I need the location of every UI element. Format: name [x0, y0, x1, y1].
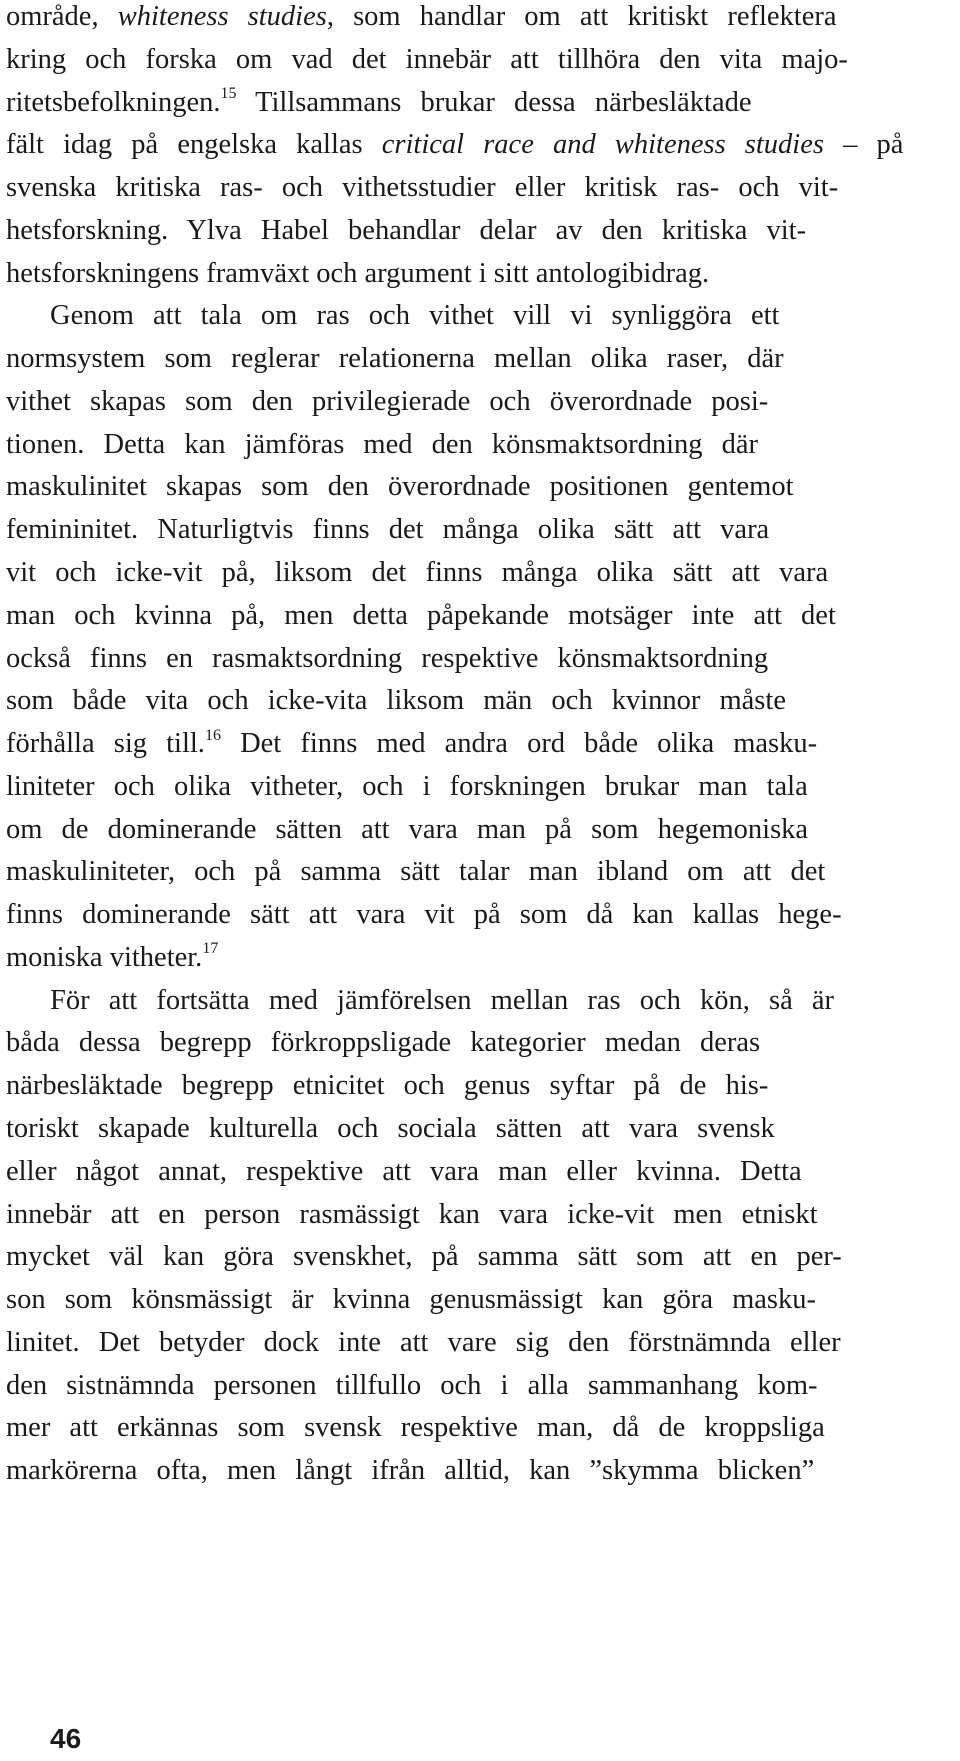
- line-text: moniska vitheter.: [6, 941, 203, 973]
- text-line: [6, 1115, 775, 1144]
- line-text: den sistnämnda personen tillfullo och i alla sammanhang kom-: [6, 1369, 818, 1401]
- text-line: [6, 1414, 825, 1443]
- text-line: [6, 3, 837, 32]
- text-line: [6, 43, 848, 75]
- line-text: fält idag på engelska kallas: [6, 129, 382, 161]
- line-text: finns dominerande sätt att vara vit på som då kan kallas hege-: [6, 899, 842, 931]
- line-text-continued: , som handlar om att kritiskt reflektera: [326, 1, 837, 32]
- text-line: [6, 559, 828, 588]
- text-line: [6, 1198, 818, 1230]
- line-text: kring och forska om vad det innebär att tillhöra den vita majo-: [6, 43, 848, 75]
- line-text: mycket väl kan göra svenskhet, på samma sätt som att en per-: [6, 1241, 842, 1273]
- text-line: [6, 1029, 760, 1058]
- text-line: [6, 473, 794, 502]
- text-line: [6, 1326, 841, 1358]
- line-text: svenska kritiska ras- och vithetsstudier eller kritisk ras- och vit-: [6, 172, 839, 204]
- line-text: femininitet. Naturligtvis finns det många olika sätt att vara: [6, 514, 770, 546]
- text-line: [6, 214, 807, 246]
- line-italic-text: critical race and whiteness studies: [381, 129, 824, 161]
- text-line: [6, 85, 752, 118]
- line-text: liniteter och olika vitheter, och i forskningen brukar man tala: [6, 770, 808, 802]
- text-line: [6, 428, 758, 460]
- line-text: Genom att tala om ras och vithet vill vi synliggöra ett: [50, 300, 780, 332]
- line-text-continued: – på: [823, 129, 904, 161]
- line-text: hetsforskningens framväxt och argument i sitt antologibidrag.: [6, 257, 710, 289]
- text-line: [6, 642, 769, 674]
- text-line: [6, 174, 838, 203]
- line-text: som både vita och icke-vita liksom män och kvinnor måste: [6, 685, 786, 717]
- line-text: område,: [6, 1, 118, 32]
- text-line: [50, 984, 834, 1016]
- text-line: [6, 257, 710, 289]
- line-text-continued: Det finns med andra ord både olika masku-: [220, 728, 818, 760]
- text-line: [6, 858, 825, 887]
- text-line: [6, 726, 818, 760]
- text-line: [6, 1243, 842, 1272]
- line-text: närbesläktade begrepp etnicitet och genus syftar på de his-: [6, 1070, 769, 1102]
- line-text: maskuliniteter, och på samma sätt talar man ibland om att det: [6, 856, 826, 888]
- text-line: [6, 1457, 814, 1486]
- footnote-ref: 16: [204, 726, 221, 744]
- text-line: [6, 770, 808, 802]
- line-text: innebär att en person rasmässigt kan vara icke-vit men etniskt: [6, 1198, 818, 1230]
- line-text: toriskt skapade kulturella och sociala sätten att vara svensk: [6, 1113, 775, 1145]
- text-line: [6, 131, 903, 160]
- line-text: tionen. Detta kan jämföras med den könsmaktsordning där: [6, 428, 758, 460]
- text-line: [6, 599, 836, 631]
- line-text: båda dessa begrepp förkroppsligade kategorier medan deras: [6, 1027, 761, 1059]
- line-text: man och kvinna på, men detta påpekande motsäger inte att det: [6, 599, 836, 631]
- line-text: också finns en rasmaktsordning respektive könsmaktsordning: [6, 642, 769, 674]
- line-text: hetsforskning. Ylva Habel behandlar delar av den kritiska vit-: [6, 214, 807, 246]
- line-text: eller något annat, respektive att vara man eller kvinna. Detta: [6, 1155, 802, 1187]
- line-text: normsystem som reglerar relationerna mellan olika raser, där: [6, 343, 784, 375]
- text-line: [6, 1072, 768, 1101]
- line-text: För att fortsätta med jämförelsen mellan ras och kön, så är: [50, 984, 834, 1016]
- text-line: [6, 345, 784, 374]
- line-text-continued: Tillsammans brukar dessa närbesläktade: [236, 86, 752, 118]
- text-line: [6, 1286, 816, 1315]
- text-line: [50, 302, 779, 331]
- line-text: mer att erkännas som svensk respektive man, då de kroppsliga: [6, 1412, 825, 1444]
- line-text: markörerna ofta, men långt ifrån alltid, kan ”skymma blicken”: [6, 1455, 815, 1487]
- text-line: [6, 901, 842, 930]
- text-line: [6, 516, 769, 545]
- line-text: son som könsmässigt är kvinna genusmässigt kan göra masku-: [6, 1284, 817, 1316]
- line-text: vithet skapas som den privilegierade och överordnade posi-: [6, 385, 769, 417]
- footnote-ref: 15: [220, 85, 237, 103]
- text-line: [6, 1155, 802, 1187]
- footnote-ref: 17: [202, 940, 219, 958]
- text-line: [6, 813, 809, 845]
- text-line: [6, 940, 219, 973]
- line-text: vit och icke-vit på, liksom det finns många olika sätt att vara: [6, 557, 829, 588]
- page-number: 46: [50, 1723, 82, 1754]
- line-text: ritetsbefolkningen.: [6, 86, 221, 118]
- text-line: [6, 687, 786, 716]
- line-text: linitet. Det betyder dock inte att vare sig den förstnämnda eller: [6, 1326, 841, 1358]
- line-italic-text: whiteness studies: [117, 1, 327, 32]
- text-line: [6, 1369, 818, 1401]
- line-text: maskulinitet skapas som den överordnade positionen gentemot: [6, 471, 794, 503]
- line-text: förhålla sig till.: [6, 728, 205, 760]
- line-text: om de dominerande sätten att vara man på som hegemoniska: [6, 813, 809, 845]
- text-line: [6, 385, 769, 417]
